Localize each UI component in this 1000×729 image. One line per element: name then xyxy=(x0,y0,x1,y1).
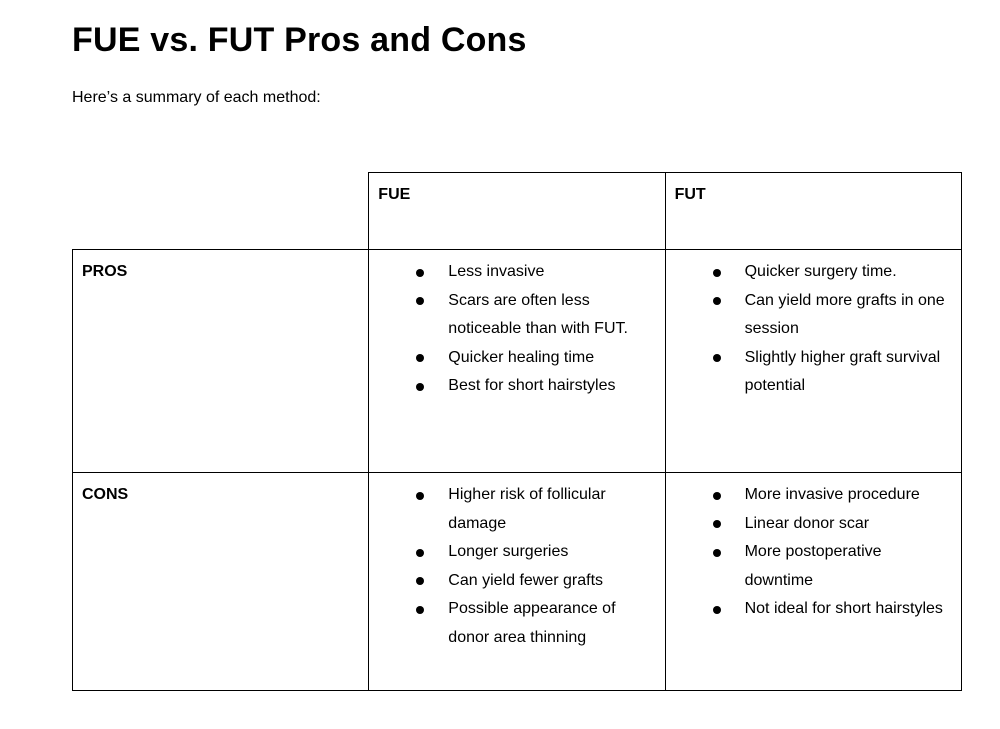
bullet-item: Quicker surgery time. xyxy=(675,258,952,287)
cell-pros-fut xyxy=(665,250,961,473)
row-label-pros: PROS xyxy=(73,250,369,473)
cell-pros-fue xyxy=(369,250,665,473)
column-header-fue: FUE xyxy=(369,173,665,250)
bullet-list-pros-fue xyxy=(378,258,655,401)
table-corner-cell xyxy=(73,173,369,250)
bullet-list-cons-fue xyxy=(378,481,655,652)
bullet-list-pros-fut xyxy=(675,258,952,401)
bullet-item: Slightly higher graft survival potential xyxy=(675,344,952,401)
cell-cons-fut xyxy=(665,473,961,691)
bullet-item: Best for short hairstyles xyxy=(378,372,655,401)
bullet-item: More invasive procedure xyxy=(675,481,952,510)
bullet-item: Longer surgeries xyxy=(378,538,655,567)
table-row-pros xyxy=(73,250,962,473)
bullet-item: More postoperative downtime xyxy=(675,538,952,595)
table-header-row xyxy=(73,173,962,250)
bullet-item: Can yield fewer grafts xyxy=(378,567,655,596)
bullet-item: Scars are often less noticeable than with FUT. xyxy=(378,287,655,344)
comparison-table xyxy=(72,172,962,691)
column-header-fut: FUT xyxy=(665,173,961,250)
bullet-item: Can yield more grafts in one session xyxy=(675,287,952,344)
bullet-item: Quicker healing time xyxy=(378,344,655,373)
bullet-item: Linear donor scar xyxy=(675,510,952,539)
bullet-item: Possible appearance of donor area thinning xyxy=(378,595,655,652)
intro-text: Here’s a summary of each method: xyxy=(72,89,321,106)
table-row-cons xyxy=(73,473,962,691)
cell-cons-fue xyxy=(369,473,665,691)
bullet-item: Higher risk of follicular damage xyxy=(378,481,655,538)
page-title: FUE vs. FUT Pros and Cons xyxy=(72,21,527,59)
row-label-cons: CONS xyxy=(73,473,369,691)
bullet-item: Less invasive xyxy=(378,258,655,287)
bullet-item: Not ideal for short hairstyles xyxy=(675,595,952,624)
bullet-list-cons-fut xyxy=(675,481,952,624)
